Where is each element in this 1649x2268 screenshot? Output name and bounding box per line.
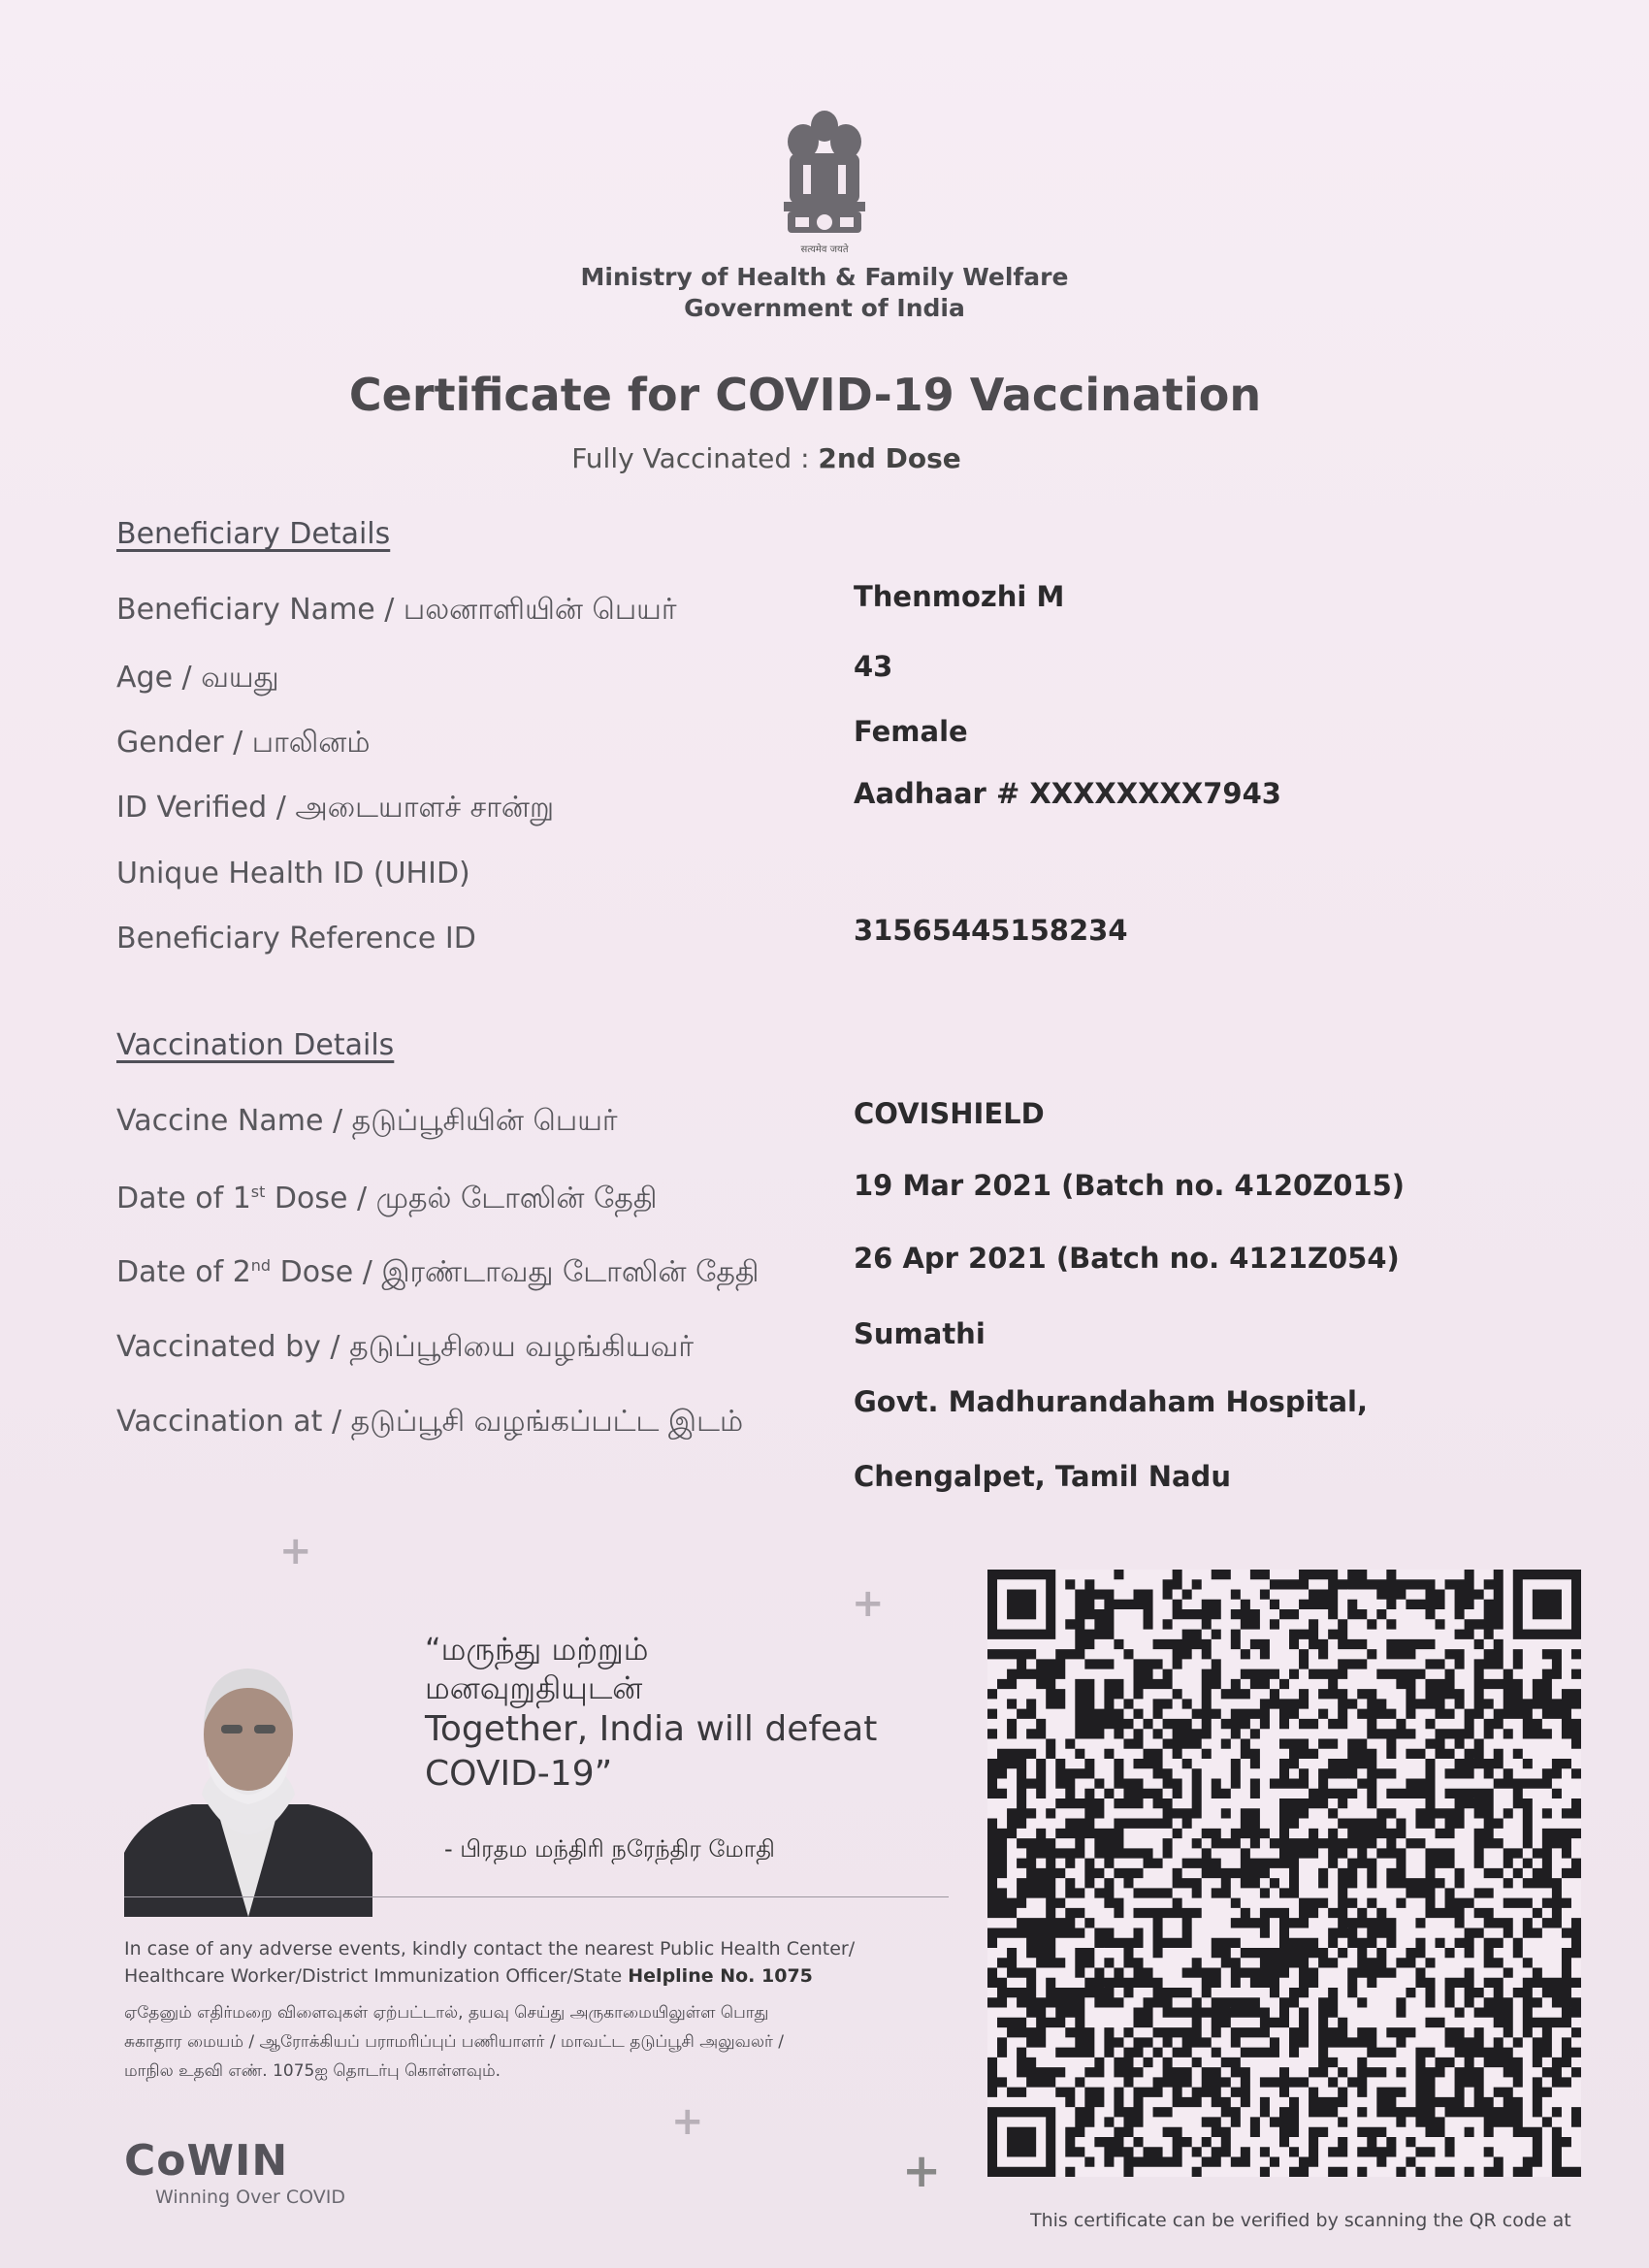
reference-id-value: 31565445158234: [854, 914, 1128, 947]
pm-quote: [425, 1630, 929, 1797]
qr-code-icon: [987, 1570, 1581, 2177]
first-dose-label-end: Dose / முதல் டோஸின் தேதி: [265, 1182, 658, 1215]
vaccination-details-heading: Vaccination Details: [116, 1028, 395, 1062]
helpline-en-line2-text: Healthcare Worker/District Immunization Officer/State: [124, 1965, 629, 1987]
vaccination-at-value-line1: Govt. Madhurandaham Hospital,: [854, 1385, 1369, 1418]
first-dose-label-start: Date of 1: [116, 1182, 251, 1215]
vaccine-name-value: COVISHIELD: [854, 1097, 1045, 1130]
helpline-ta-line1: ஏதேனும் எதிர்மறை விளைவுகள் ஏற்பட்டால், தயவு செய்து அருகாமையிலுள்ள பொது: [124, 2003, 769, 2023]
beneficiary-details-heading: Beneficiary Details: [116, 517, 391, 551]
id-verified-label: ID Verified / அடையாளச் சான்று: [116, 791, 555, 825]
helpline-number: Helpline No. 1075: [628, 1965, 813, 1987]
vaccination-at-label: Vaccination at / தடுப்பூசி வழங்கப்பட்ட இடம்: [116, 1405, 744, 1439]
decorative-plus-icon: +: [902, 2144, 942, 2198]
prime-minister-portrait: [124, 1649, 372, 1917]
age-value: 43: [854, 650, 893, 683]
verification-qr-code: [987, 1570, 1581, 2177]
ministry-name: Ministry of Health & Family Welfare: [580, 263, 1069, 291]
age-label: Age / வயது: [116, 661, 279, 695]
uhid-label: Unique Health ID (UHID): [116, 857, 470, 891]
vaccination-at-value-line2: Chengalpet, Tamil Nadu: [854, 1460, 1231, 1493]
cowin-tagline: Winning Over COVID: [155, 2187, 346, 2208]
vaccinated-by-label: Vaccinated by / தடுப்பூசியை வழங்கியவர்: [116, 1330, 695, 1364]
vaccinated-by-value: Sumathi: [854, 1317, 986, 1350]
certificate-title: Certificate for COVID-19 Vaccination: [348, 369, 1262, 421]
first-dose-label: [116, 1182, 657, 1219]
quote-english-line2: COVID-19”: [425, 1754, 613, 1794]
helpline-note-tamil: [124, 1998, 958, 2086]
quote-tamil-line2: மனவுறுதியுடன்: [425, 1669, 643, 1706]
vaccine-name-label: Vaccine Name / தடுப்பூசியின் பெயர்: [116, 1104, 618, 1138]
beneficiary-name-label: Beneficiary Name / பலனாளியின் பெயர்: [116, 593, 677, 627]
second-dose-label-start: Date of 2: [116, 1255, 251, 1289]
helpline-ta-line3: மாநில உதவி எண். 1075ஐ தொடர்பு கொள்ளவும்.: [124, 2061, 501, 2081]
gender-label: Gender / பாலினம்: [116, 726, 371, 760]
second-dose-label: [116, 1255, 760, 1293]
first-dose-ordinal: st: [250, 1183, 266, 1201]
helpline-note-english: [124, 1935, 958, 1990]
decorative-plus-icon: +: [671, 2099, 704, 2144]
quote-attribution: - பிரதம மந்திரி நரேந்திர மோதி: [444, 1835, 775, 1863]
cowin-logo: CoWIN: [124, 2136, 289, 2186]
quote-english-line1: Together, India will defeat: [425, 1709, 878, 1749]
national-emblem-icon: [774, 105, 875, 260]
helpline-en-line2: [124, 1962, 958, 1990]
helpline-en-line1: In case of any adverse events, kindly contact the nearest Public Health Center/: [124, 1938, 856, 1960]
helpline-ta-line2: சுகாதார மையம் / ஆரோக்கியப் பராமரிப்புப் பணியாளர் / மாவட்ட தடுப்பூசி அலுவலர் /: [124, 2032, 785, 2052]
second-dose-label-end: Dose / இரண்டாவது டோஸின் தேதி: [271, 1255, 760, 1289]
reference-id-label: Beneficiary Reference ID: [116, 922, 476, 956]
vaccination-status: [466, 442, 1067, 474]
decorative-plus-icon: +: [852, 1581, 885, 1626]
ministry-header: [485, 262, 1164, 324]
id-verified-value: Aadhaar # XXXXXXXX7943: [854, 777, 1281, 810]
status-dose: 2nd Dose: [818, 442, 961, 474]
government-name: Government of India: [684, 294, 965, 322]
verification-note: This certificate can be verified by scanning the QR code at: [1030, 2210, 1571, 2231]
second-dose-value: 26 Apr 2021 (Batch no. 4121Z054): [854, 1242, 1400, 1275]
divider: [124, 1896, 949, 1897]
gender-value: Female: [854, 715, 968, 748]
quote-tamil-line1: “மருந்து மற்றும்: [425, 1631, 649, 1668]
second-dose-ordinal: nd: [250, 1256, 272, 1275]
status-prefix: Fully Vaccinated :: [571, 442, 819, 474]
beneficiary-name-value: Thenmozhi M: [854, 580, 1065, 613]
first-dose-value: 19 Mar 2021 (Batch no. 4120Z015): [854, 1169, 1406, 1202]
decorative-plus-icon: +: [279, 1529, 312, 1573]
emblem-motto: सत्यमेव जयते: [800, 244, 849, 255]
